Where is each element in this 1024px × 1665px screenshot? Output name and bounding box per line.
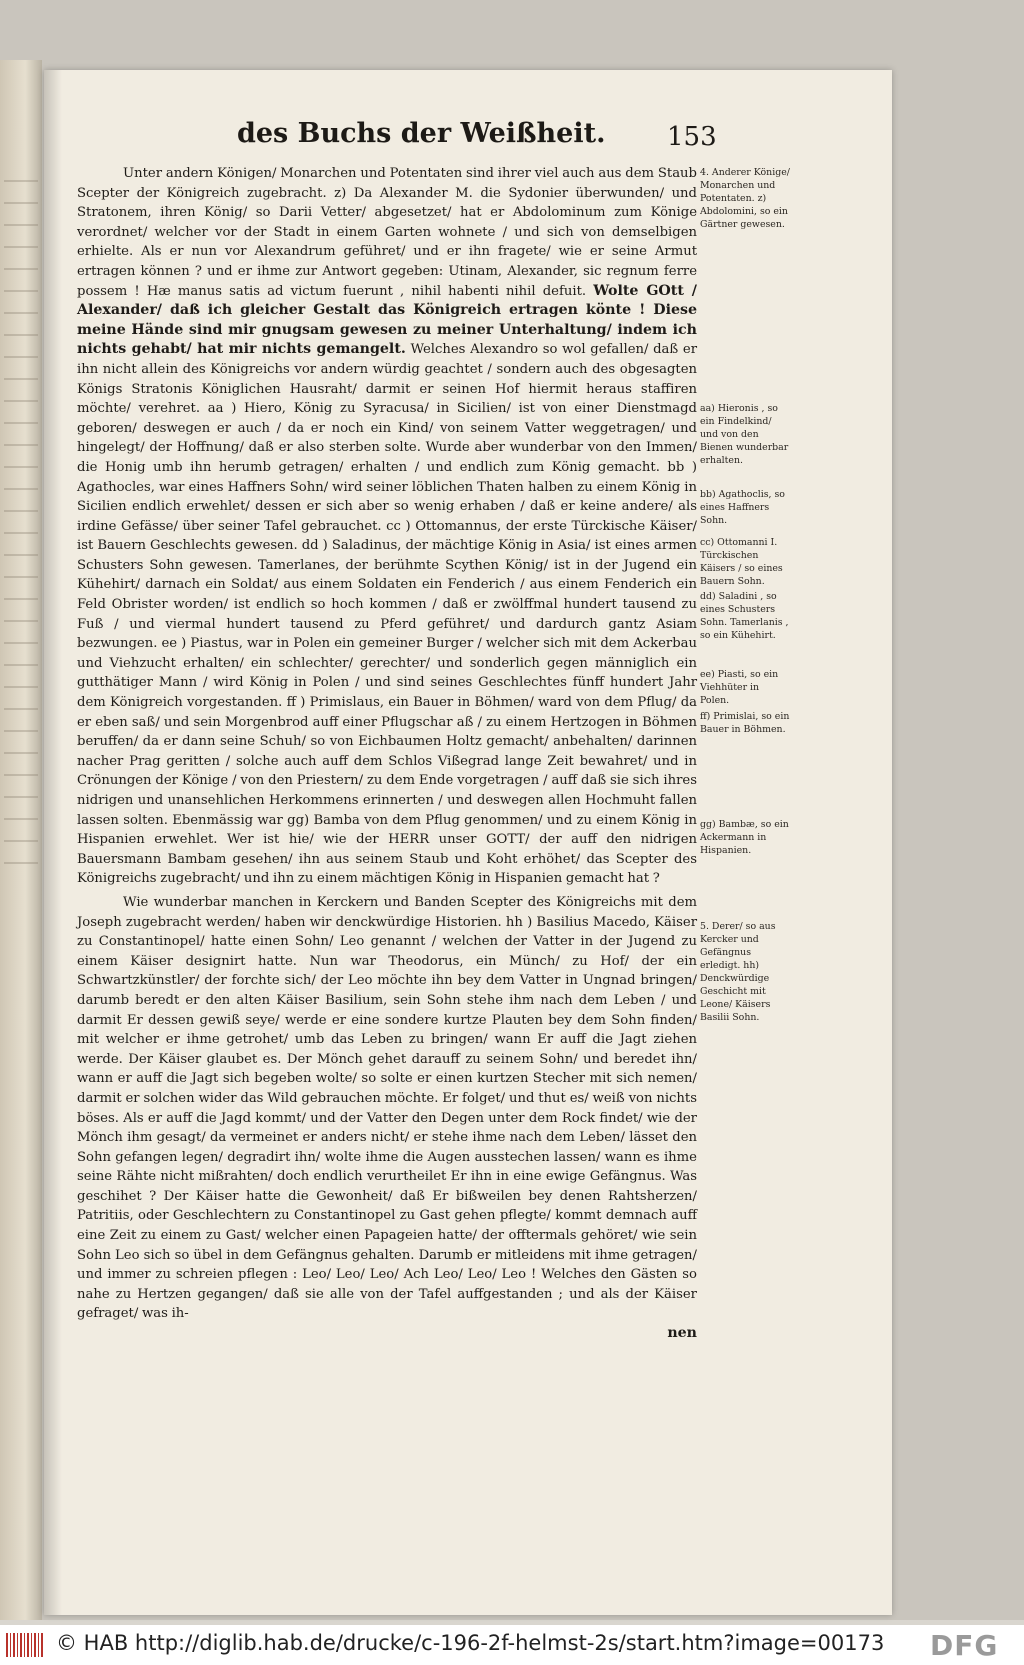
margin-note-8: gg) Bambæ, so ein Ackermann in Hispanien.: [700, 819, 789, 856]
catchword: nen: [667, 1325, 697, 1342]
paragraph-1-emphasis: Wolte GOtt / Alexander/ daß ich gleicher Gestalt das Königreich ertragen könte ! Diese meine Hände sind mir gnugsam gewesen zu meiner Unterhaltung/ indem ich nichts gehabt/ hat mir nichts gemangelt.: [77, 282, 697, 358]
previous-page-edge: [0, 60, 42, 1620]
paragraph-2: [77, 893, 697, 1324]
paragraph-1-text: Unter andern Königen/ Monarchen und Potentaten sind ihrer viel auch aus dem Staub Scepter der Königreich zugebracht. z) Da Alexander M. die Sydonier überwunden/ und Stratonem, ihren König/ so Darii Vetter/ abgesetzet/ hat er Abdolominum zum Könige verordnet/ welcher vor der Stadt in einem Garten wohnete / und sich von demselbigen erhielte. Als er nun vor Alexandrum geführet/ und er ihn fragete/ wie er seine Armut ertragen können ? und er ihme zur Antwort gegeben: Utinam, Alexander, sic regnum ferre possem ! Hæ manus satis ad victum fuerunt , nihil habenti nihil defuit.: [77, 166, 697, 299]
paragraph-1-continuation: Welches Alexandro so wol gefallen/ daß er ihn nicht allein des Königreichs vor andern würdig geachtet / sondern auch des obgesagten Königs Stratonis Königlichen Hausraht/ darmit er seinen Hof hiermit heraus staffiren möchte/ verehret. aa ) Hiero, König zu Syracusa/ in Sicilien/ ist von einer Dienstmagd geboren/ deswegen er auch / da er noch ein Kind/ von seinem Vatter weggetragen/ und hingelegt/ der Hoffnung/ daß er also sterben solte. Wurde aber wunderbar von den Immen/ die Honig umb ihn herumb getragen/ erhalten / und endlich zum König gemacht. bb ) Agathocles, war eines Haffners Sohn/ wird seiner löblichen Thaten halben zu einem König in Sicilien endlich erwehlet/ dessen er sich aber so wenig erhaben / daß er keine andere/ als irdine Gefässe/ über seiner Tafel gebrauchet. cc ) Ottomannus, der erste Türckische Käiser/ ist Bauern Geschlechts gewesen. dd ) Saladinus, der mächtige König in Asia/ ist eines armen Schusters Sohn gewesen. Tamerlanes, der berühmte Scythen König/ ist in der Jugend ein Kühehirt/ darnach ein Soldat/ aus einem Soldaten ein Fenderich / aus einem Fenderich ein Feld Obrister worden/ ist endlich so hoch kommen / daß er zwölffmal hundert tausend zu Fuß / und viermal hundert tausend zu Pferd geführet/ und dardurch gantz Asiam bezwungen. ee ) Piastus, war in Polen ein gemeiner Burger / welcher sich mit dem Ackerbau und Viehzucht erhalten/ ein schlechter/ gerechter/ und sonderlich gegen männiglich ein gutthätiger Mann / wird König in Polen / und sind seines Geschlechtes fünff hundert Jahr dem Königreich vorgestanden. ff ) Primislaus, ein Bauer in Böhmen/ ward von dem Pflug/ da er eben saß/ und sein Morgenbrod auff einer Pflugschar aß / zu einem Hertzogen in Böhmen beruffen/ da er dann seine Schuh/ so von Eichbaumen Holtz gemacht/ anbehalten/ darinnen nacher Prag geritten / solche auch auff dem Schlos Vißegrad lange Zeit bewahret/ und in Crönungen der Könige / von den Priestern/ zu dem Ende vorgetragen / auff daß sie sich ihres nidrigen und unansehlichen Herkommens erinnerten / und deswegen allen Hochmuht fallen lassen solten. Ebenmässig war gg) Bamba von dem Pflug genommen/ und zu einem König in Hispanien erwehlet. Wer ist hie/ wie der HERR unser GOTT/ der auff den nidrigen Bauersmann Bambam gesehen/ ihn aus seinem Staub und Koht erhöhet/ das Scepter des Königreichs zugebracht/ und ihn zu einem mächtigen König in Hispanien gemacht hat ?: [77, 342, 697, 887]
running-head: des Buchs der Weißheit.: [237, 118, 606, 149]
margin-note-1: 4. Anderer Könige/ Monarchen und Potentaten. z) Abdolomini, so ein Gärtner gewesen.: [700, 167, 790, 230]
previous-page-text-fragment: [4, 180, 38, 880]
dfg-logo: DFG: [930, 1629, 999, 1662]
margin-note-3: bb) Agathoclis, so eines Haffners Sohn.: [700, 489, 785, 526]
paragraph-2-text: Wie wunderbar manchen in Kerckern und Banden Scepter des Königreichs mit dem Joseph zugebracht werden/ haben wir denckwürdige Historien. hh ) Basilius Macedo, Käiser zu Constantinopel/ hatte einen Sohn/ Leo genannt / welchen der Vatter in der Jugend zu einem Käiser designirt hatte. Nun war Theodorus, ein Münch/ zu Hof/ der ein Schwartzkünstler/ der forchte sich/ der Leo möchte ihn bey dem Vatter in Ungnad bringen/ darumb beredt er den alten Käiser Basilium, sein Sohn stehe ihm nach dem Leben / und darmit Er dessen gewiß seye/ werde er eine sondere kurtze Plauten bey dem Sohn finden/ mit welcher er ihme getrohet/ umb das Leben zu bringen/ wann Er auff die Jagt ziehen werde. Der Käiser glaubet es. Der Mönch gehet darauff zu seinem Sohn/ und beredet ihn/ wann er auff die Jagt sich begeben wolte/ so solte er einen kurtzen Stecher mit sich nemen/ darmit er solchen wider das Wild gebrauchen möchte. Er folget/ und thut es/ weiß von nichts böses. Als er auff die Jagd kommt/ und der Vatter den Degen unter dem Rock findet/ wie der Mönch ihm gesagt/ da vermeinet er anders nicht/ er stehe ihme nach dem Leben/ lässet den Sohn gefangen legen/ degradirt ihn/ wolte ihme die Augen ausstechen lassen/ wann es ihme seine Rähte nicht mißrahten/ doch endlich verurtheilet Er ihn in eine ewige Gefängnus. Was geschihet ? Der Käiser hatte die Gewonheit/ daß Er bißweilen bey denen Rahtsherzen/ Patritiis, oder Geschlechtern zu Constantinopel zu Gast gehen pflegte/ kommt demnach auff eine Zeit zu einem zu Gast/ welcher einen Papageien hatte/ der offtermals gehöret/ wie sein Sohn Leo sich so übel in dem Gefängnus gehalten. Darumb er mitleidens mit ihme getragen/ und immer zu schreien pflegen : Leo/ Leo/ Leo/ Ach Leo/ Leo/ Leo ! Welches den Gästen so nahe zu Hertzen gegangen/ daß sie alle von der Tafel auffgestanden ; und als der Käiser gefraget/ was ih-: [77, 894, 697, 1322]
paragraph-1: [77, 164, 697, 889]
margin-note-4: cc) Ottomanni I. Türckischen Käisers / so eines Bauern Sohn.: [700, 537, 783, 587]
source-url[interactable]: © HAB http://diglib.hab.de/drucke/c-196-2f-helmst-2s/start.htm?image=00173: [56, 1631, 885, 1655]
hab-logo-icon: [6, 1633, 44, 1657]
margin-note-7: ff) Primislai, so ein Bauer in Böhmen.: [700, 711, 790, 735]
margin-note-2: aa) Hieronis , so ein Findelkind/ und von den Bienen wunderbar erhalten.: [700, 403, 789, 466]
margin-note-9: 5. Derer/ so aus Kercker und Gefängnus erledigt. hh) Denckwürdige Geschicht mit Leone/ Käisers Basilii Sohn.: [700, 921, 776, 1023]
main-text: [77, 160, 697, 1344]
margin-note-5: dd) Saladini , so eines Schusters Sohn. Tamerlanis , so ein Kühehirt.: [700, 591, 789, 641]
page-number: 153: [667, 122, 717, 152]
page-gutter-shadow: [44, 70, 62, 1615]
viewer-footer: [0, 1625, 1024, 1665]
margin-note-6: ee) Piasti, so ein Viehhüter in Polen.: [700, 669, 779, 706]
